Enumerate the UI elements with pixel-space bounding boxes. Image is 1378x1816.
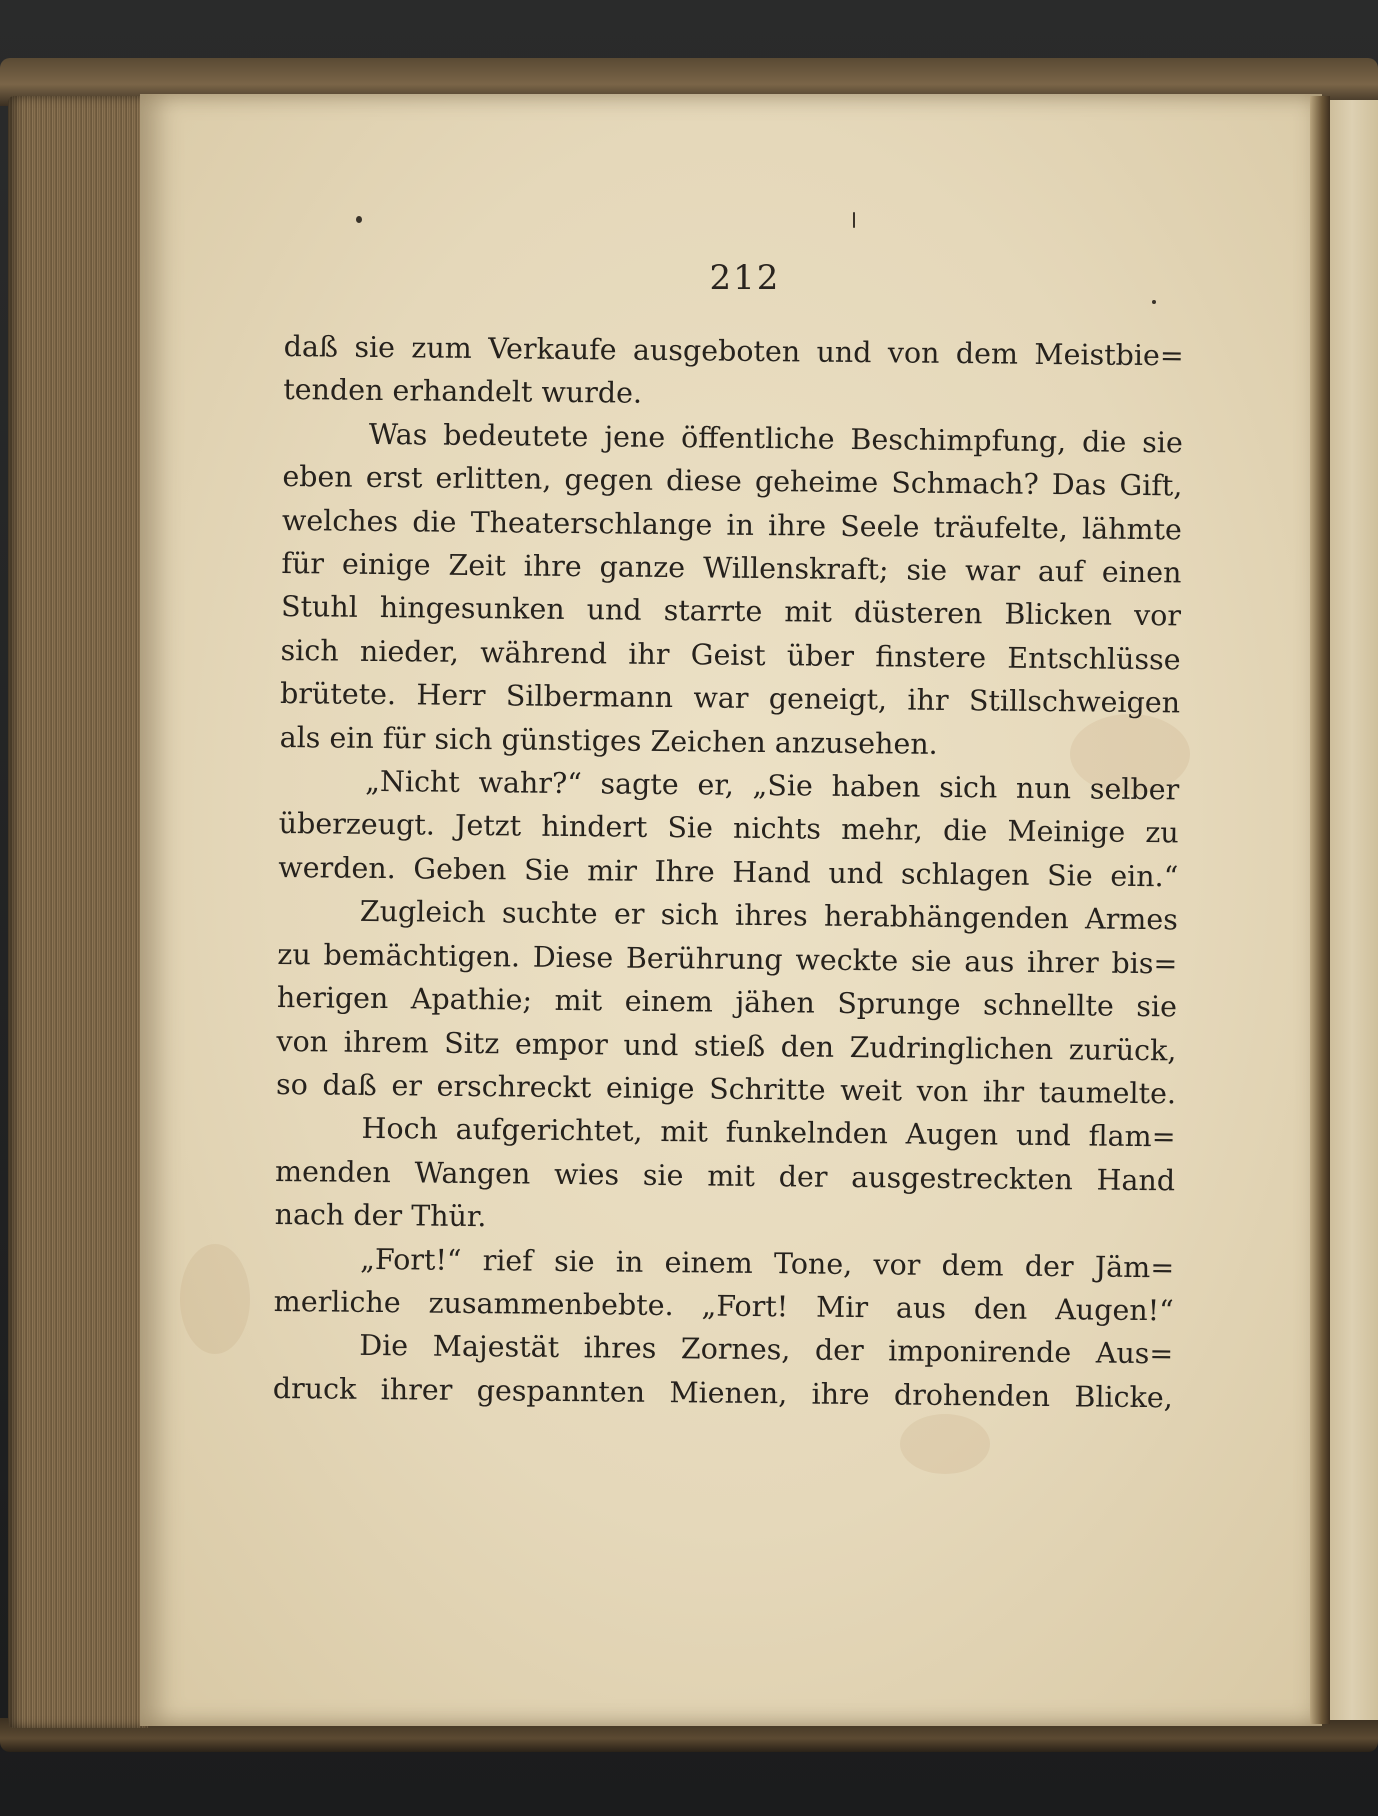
text-line: zu bemächtigen. Diese Berührung weckte sie aus ihrer bis= <box>277 937 1178 981</box>
ink-speck <box>356 216 362 223</box>
page-text <box>273 325 1184 1420</box>
text-line: Die Majestät ihres Zornes, der imponirende Aus= <box>359 1329 1174 1371</box>
text-line: Hoch aufgerichtet, mit funkelnden Augen und flam= <box>361 1112 1176 1154</box>
facing-page-edge <box>1326 100 1378 1720</box>
text-line: Stuhl hingesunken und starrte mit düsteren Blicken vor <box>280 590 1182 633</box>
text-line: überzeugt. Jetzt hindert Sie nichts mehr, die Meinige zu <box>278 807 1179 850</box>
text-line: „Nicht wahr?“ sagte er, „Sie haben sich nun selber <box>365 764 1180 807</box>
text-line: merliche zusammenbebte. „Fort! Mir aus den Augen!“ <box>273 1284 1174 1328</box>
text-line: so daß er erschreckt einige Schritte weit von ihr taumelte. <box>275 1067 1177 1111</box>
paper-stain <box>900 1414 990 1474</box>
text-line: als ein für sich günstiges Zeichen anzusehen. <box>279 720 938 761</box>
text-line: Zugleich suchte er sich ihres herabhängenden Armes <box>359 895 1178 937</box>
text-line: werden. Geben Sie mir Ihre Hand und schlagen Sie ein.“ <box>278 850 1179 894</box>
page-number: 212 <box>709 258 781 298</box>
ink-speck <box>1152 300 1156 304</box>
text-line: herigen Apathie; mit einem jähen Sprunge schnellte sie <box>276 981 1178 1024</box>
text-line: nach der Thür. <box>274 1198 487 1234</box>
text-line: eben erst erlitten, gegen diese geheime Schmach? Das Gift, <box>282 460 1183 503</box>
page-edges <box>8 96 148 1728</box>
text-line: welches die Theaterschlange in ihre Seele träufelte, lähmte <box>281 503 1183 547</box>
text-line: brütete. Herr Silbermann war geneigt, ihr Stillschweigen <box>279 677 1181 720</box>
text-line: tenden erhandelt wurde. <box>283 373 643 411</box>
page-gutter <box>1310 96 1330 1724</box>
ink-speck <box>853 212 855 228</box>
text-line: von ihrem Sitz empor und stieß den Zudringlichen zurück, <box>276 1024 1177 1067</box>
text-line: sich nieder, während ihr Geist über finstere Entschlüsse <box>280 633 1181 677</box>
text-line: „Fort!“ rief sie in einem Tone, vor dem der Jäm= <box>360 1242 1175 1284</box>
text-line: für einige Zeit ihre ganze Willenskraft; sie war auf einen <box>281 547 1182 590</box>
text-line: druck ihrer gespannten Mienen, ihre drohenden Blicke, <box>272 1371 1173 1415</box>
text-line: menden Wangen wies sie mit der ausgestreckten Hand <box>274 1154 1176 1198</box>
text-line: daß sie zum Verkaufe ausgeboten und von dem Meistbie= <box>283 329 1184 373</box>
paper-stain <box>180 1244 250 1354</box>
text-line: Was bedeutete jene öffentliche Beschimpfung, die sie <box>368 417 1183 460</box>
